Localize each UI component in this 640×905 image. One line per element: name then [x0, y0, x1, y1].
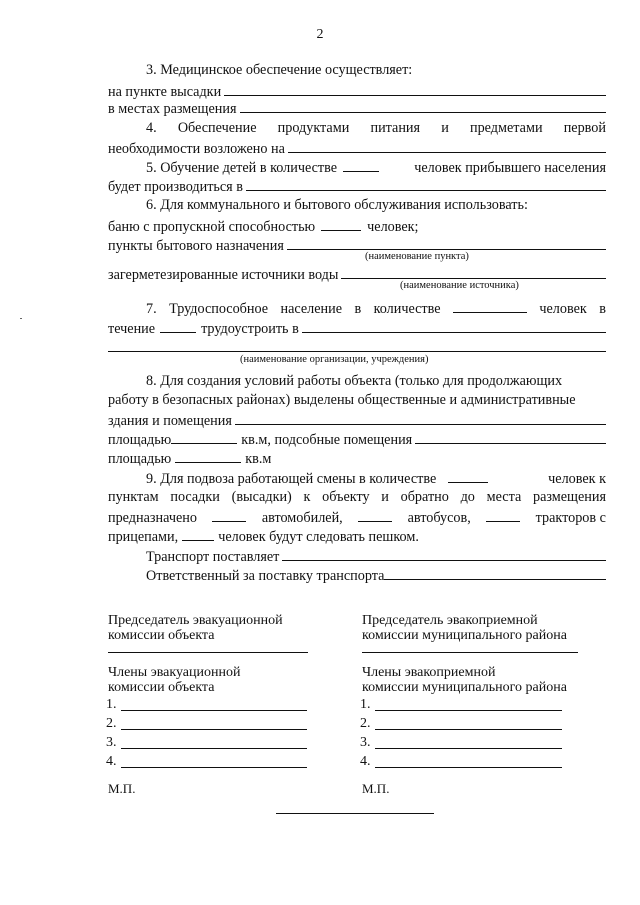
section-9-line1	[146, 468, 606, 487]
left-member-4-field[interactable]	[121, 767, 307, 768]
shift-suffix: человек к	[548, 471, 606, 487]
word: 4.	[146, 120, 157, 136]
right-chair-heading	[362, 613, 567, 643]
cars-label: автомобилей,	[261, 510, 343, 526]
word: население	[280, 301, 343, 317]
right-member-4-field[interactable]	[375, 767, 562, 768]
allocated-label: предназначено	[108, 510, 197, 526]
left-member-2-field[interactable]	[121, 729, 307, 730]
service-points-field[interactable]	[287, 235, 606, 250]
word: обратно	[400, 489, 449, 505]
responsibility-field[interactable]	[288, 138, 606, 153]
word: к	[303, 489, 311, 505]
cars-field[interactable]	[212, 507, 246, 522]
closing-divider	[276, 813, 434, 814]
word: пунктам	[108, 489, 159, 505]
auxiliary-rooms-field[interactable]	[415, 429, 606, 444]
trailers-label: прицепами,	[108, 529, 179, 545]
section-8-line5	[108, 448, 606, 467]
area-field[interactable]	[171, 429, 237, 444]
employ-label: трудоустроить в	[201, 321, 299, 337]
employ-field[interactable]	[302, 318, 606, 333]
section-9-line2	[108, 488, 606, 507]
section-9-line3	[108, 507, 606, 526]
left-members-line1: Члены эвакуационной	[108, 665, 241, 680]
left-members-heading	[108, 665, 240, 695]
section-5-line2	[108, 176, 606, 195]
buildings-label: здания и помещения	[108, 413, 232, 429]
left-chair-heading	[108, 613, 283, 643]
service-points-caption: (наименование пункта)	[365, 251, 469, 262]
word: объекту	[322, 489, 370, 505]
period-field[interactable]	[160, 318, 196, 333]
bath-capacity-field[interactable]	[321, 216, 361, 231]
shift-count-field[interactable]	[448, 468, 488, 483]
left-stamp-place: М.П.	[108, 781, 136, 796]
word: продуктами	[277, 120, 350, 136]
right-members-line2: комиссии муниципального района	[362, 680, 567, 695]
aux-area-field[interactable]	[175, 448, 241, 463]
right-member-3-field[interactable]	[375, 748, 562, 749]
responsible-row	[146, 565, 606, 584]
right-chair-line1: Председатель эвакоприемной	[362, 613, 538, 628]
transport-row	[146, 546, 606, 565]
section-7-line1	[146, 298, 606, 317]
responsible-label: Ответственный за поставку транспорта	[146, 568, 385, 584]
transport-field[interactable]	[282, 546, 606, 561]
section-4-line2	[108, 138, 606, 157]
section-7-line2	[108, 318, 606, 337]
water-sources-field[interactable]	[341, 264, 606, 279]
word: (высадки)	[231, 489, 292, 505]
section-8-line3	[108, 410, 606, 429]
right-chair-line2: комиссии муниципального района	[362, 628, 567, 643]
walkers-field[interactable]	[182, 526, 214, 541]
right-member-2-field[interactable]	[375, 729, 562, 730]
period-label: течение	[108, 321, 156, 337]
school-label: будет производиться в	[108, 179, 243, 195]
service-points-label: пункты бытового назначения	[108, 238, 284, 254]
left-member-number: 3.	[106, 735, 117, 750]
word: посадки	[170, 489, 220, 505]
bath-row	[108, 216, 606, 235]
landing-point-field[interactable]	[224, 81, 606, 96]
water-sources-caption: (наименование источника)	[400, 280, 519, 291]
word: предметами	[470, 120, 543, 136]
left-member-1-field[interactable]	[121, 710, 307, 711]
word: в	[354, 301, 362, 317]
tractors-label: тракторов с	[535, 510, 606, 526]
word: места	[486, 489, 522, 505]
service-points-row	[108, 235, 606, 254]
right-member-number: 1.	[360, 697, 371, 712]
left-member-number: 1.	[106, 697, 117, 712]
section-4-line1	[146, 119, 606, 138]
right-chair-signature-field[interactable]	[362, 652, 578, 653]
page-number: 2	[316, 27, 324, 42]
children-count-label: 5. Обучение детей в количестве	[146, 160, 338, 176]
right-member-1-field[interactable]	[375, 710, 562, 711]
area-unit: кв.м, подсобные помещения	[241, 432, 413, 448]
word: до	[460, 489, 475, 505]
responsible-field[interactable]	[384, 565, 606, 580]
placement-label: в местах размещения	[108, 101, 237, 117]
tractors-field[interactable]	[486, 507, 520, 522]
section-3-title: 3. Медицинское обеспечение осуществляет:	[146, 62, 413, 78]
section-6-title: 6. Для коммунального и бытового обслуживания использовать:	[146, 197, 528, 213]
buildings-field[interactable]	[235, 410, 606, 425]
aux-area-unit: кв.м	[245, 451, 272, 467]
scan-speck	[20, 318, 22, 319]
left-member-number: 2.	[106, 716, 117, 731]
transport-label: Транспорт поставляет	[146, 549, 280, 565]
aux-area-label: площадью	[108, 451, 172, 467]
left-chair-line1: Председатель эвакуационной	[108, 613, 283, 628]
word: 7.	[146, 301, 157, 317]
left-chair-signature-field[interactable]	[108, 652, 308, 653]
right-members-heading	[362, 665, 567, 695]
right-member-number: 3.	[360, 735, 371, 750]
word: количестве	[373, 301, 441, 317]
word: Трудоспособное	[169, 301, 269, 317]
left-member-number: 4.	[106, 754, 117, 769]
word: человек	[539, 301, 587, 317]
responsibility-label: необходимости возложено на	[108, 141, 285, 157]
right-members-line1: Члены эвакоприемной	[362, 665, 496, 680]
left-member-3-field[interactable]	[121, 748, 307, 749]
water-sources-row	[108, 264, 606, 283]
word: и	[441, 120, 449, 136]
buses-field[interactable]	[358, 507, 392, 522]
bath-label: баню с пропускной способностью	[108, 219, 316, 235]
section-8-line2: работу в безопасных районах) выделены общественные и административные	[108, 392, 576, 408]
word: первой	[563, 120, 606, 136]
placement-row	[108, 98, 606, 117]
school-field[interactable]	[246, 176, 606, 191]
walkers-label: человек будут следовать пешком.	[218, 529, 419, 545]
water-sources-label: загерметезированные источники воды	[108, 267, 339, 283]
word: размещения	[532, 489, 606, 505]
landing-point-label: на пункте высадки	[108, 84, 222, 100]
organization-caption: (наименование организации, учреждения)	[240, 354, 429, 365]
word: в	[599, 301, 606, 317]
section-8-line4	[108, 429, 606, 448]
left-chair-line2: комиссии объекта	[108, 628, 215, 643]
placement-field[interactable]	[240, 98, 607, 113]
buses-label: автобусов,	[407, 510, 471, 526]
right-stamp-place: М.П.	[362, 781, 390, 796]
left-members-line2: комиссии объекта	[108, 680, 215, 695]
right-member-number: 2.	[360, 716, 371, 731]
bath-suffix: человек;	[367, 219, 419, 235]
workforce-count-field[interactable]	[453, 298, 527, 313]
section-8-line1: 8. Для создания условий работы объекта (только для продолжающих	[146, 373, 563, 389]
right-member-number: 4.	[360, 754, 371, 769]
word: и	[381, 489, 389, 505]
section-5-line1	[146, 157, 606, 176]
section-9-line4	[108, 526, 606, 545]
children-count-field[interactable]	[343, 157, 379, 172]
word: Обеспечение	[177, 120, 257, 136]
organization-field[interactable]	[108, 351, 606, 352]
children-count-suffix: человек прибывшего населения	[414, 160, 606, 176]
word: питания	[370, 120, 421, 136]
area-label: площадью	[108, 432, 172, 448]
shift-label: 9. Для подвоза работающей смены в количестве	[146, 471, 437, 487]
